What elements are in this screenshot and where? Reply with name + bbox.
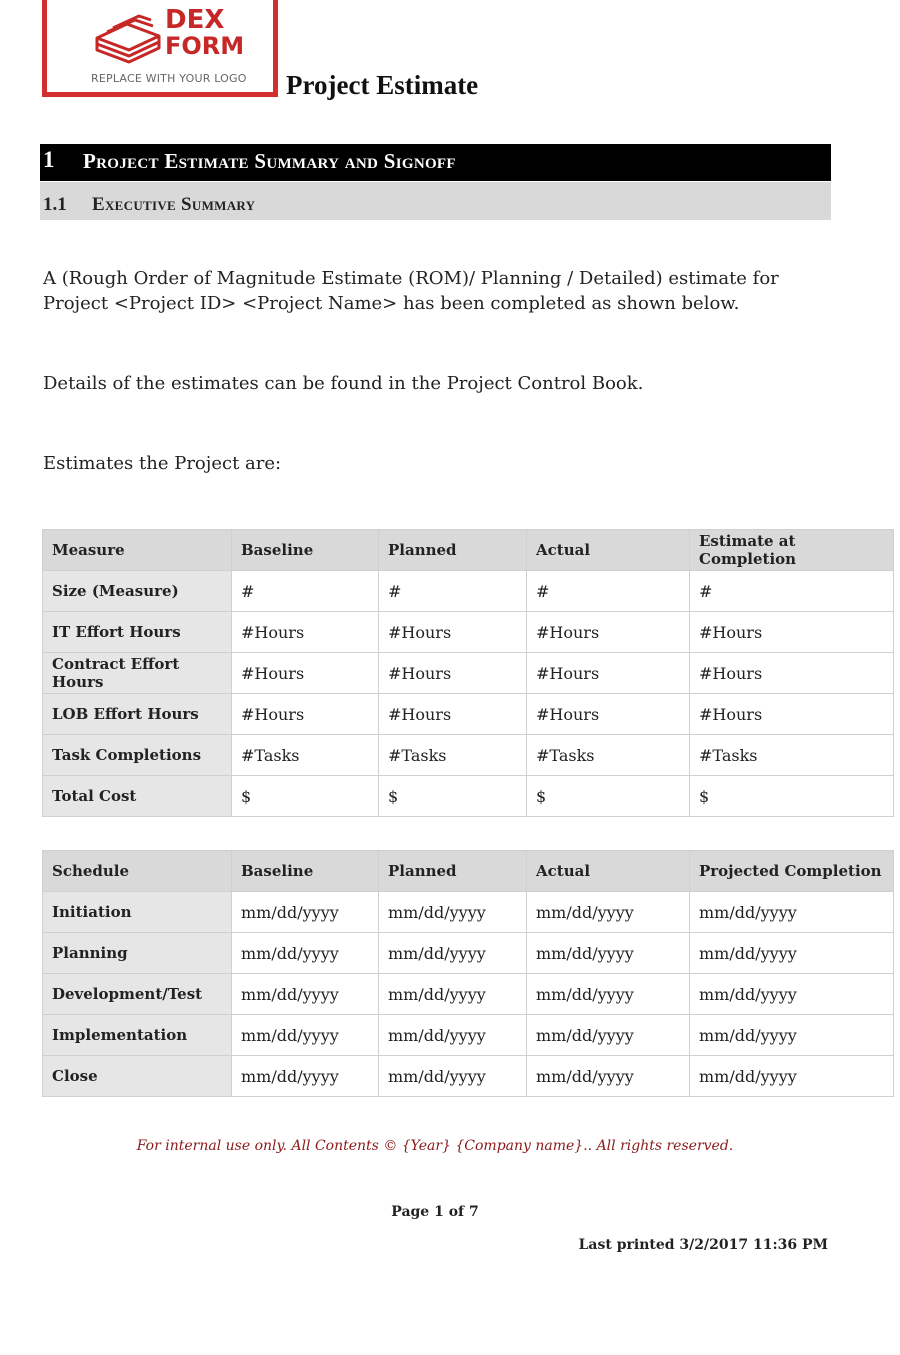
section-heading-1 <box>40 144 831 181</box>
section-heading-1-1 <box>40 182 831 220</box>
table-row <box>43 612 894 653</box>
header-cell: Estimate at Completion <box>690 530 894 571</box>
table-cell: mm/dd/yyyy <box>527 1056 690 1097</box>
page-number: Page 1 of 7 <box>391 1204 479 1220</box>
table-cell: $ <box>527 776 690 817</box>
measures-table <box>42 529 894 817</box>
table-cell: #Tasks <box>379 735 527 776</box>
header-cell: Baseline <box>232 851 379 892</box>
table-cell: #Tasks <box>690 735 894 776</box>
table-cell: mm/dd/yyyy <box>690 974 894 1015</box>
copyright-note: For internal use only. All Contents © {Year} {Company name}.. All rights reserved. <box>136 1138 734 1154</box>
company-logo <box>42 0 278 97</box>
row-label: Total Cost <box>43 776 232 817</box>
table-row <box>43 571 894 612</box>
table-header-row <box>43 530 894 571</box>
table-row <box>43 974 894 1015</box>
table-cell: mm/dd/yyyy <box>232 892 379 933</box>
table-cell: mm/dd/yyyy <box>379 974 527 1015</box>
header-cell: Baseline <box>232 530 379 571</box>
table-cell: mm/dd/yyyy <box>527 892 690 933</box>
row-label: Implementation <box>43 1015 232 1056</box>
document-title: Project Estimate <box>286 70 479 100</box>
table-cell: mm/dd/yyyy <box>232 1056 379 1097</box>
table-cell: $ <box>379 776 527 817</box>
table-cell: # <box>527 571 690 612</box>
table-cell: mm/dd/yyyy <box>232 974 379 1015</box>
table-row <box>43 776 894 817</box>
row-label: Size (Measure) <box>43 571 232 612</box>
row-label: Initiation <box>43 892 232 933</box>
estimates-paragraph: Estimates the Project are: <box>43 453 282 474</box>
header-cell: Actual <box>527 851 690 892</box>
table-cell: mm/dd/yyyy <box>379 933 527 974</box>
table-cell: #Hours <box>527 694 690 735</box>
table-cell: #Hours <box>232 653 379 694</box>
section-number: 1 <box>43 147 55 172</box>
table-cell: #Hours <box>527 653 690 694</box>
table-cell: #Hours <box>690 694 894 735</box>
row-label: Development/Test <box>43 974 232 1015</box>
table-cell: # <box>379 571 527 612</box>
header-cell: Planned <box>379 530 527 571</box>
table-cell: mm/dd/yyyy <box>527 974 690 1015</box>
table-cell: mm/dd/yyyy <box>232 1015 379 1056</box>
table-cell: #Hours <box>379 653 527 694</box>
header-cell: Actual <box>527 530 690 571</box>
table-row <box>43 1056 894 1097</box>
table-cell: # <box>690 571 894 612</box>
table-cell: mm/dd/yyyy <box>690 1056 894 1097</box>
table-row <box>43 1015 894 1056</box>
table-cell: #Hours <box>232 694 379 735</box>
row-label: IT Effort Hours <box>43 612 232 653</box>
table-row <box>43 933 894 974</box>
details-paragraph: Details of the estimates can be found in the Project Control Book. <box>43 373 644 394</box>
logo-line2: FORM <box>165 32 245 60</box>
table-cell: # <box>232 571 379 612</box>
row-label: Planning <box>43 933 232 974</box>
intro-paragraph: A (Rough Order of Magnitude Estimate (ROM)/ Planning / Detailed) estimate for Project <Project ID> <Project Name> has been completed as shown below. <box>43 268 779 314</box>
header-cell: Planned <box>379 851 527 892</box>
table-row <box>43 694 894 735</box>
table-header-row <box>43 851 894 892</box>
table-cell: #Hours <box>232 612 379 653</box>
paper-stack-icon <box>91 8 165 64</box>
table-cell: mm/dd/yyyy <box>690 1015 894 1056</box>
table-cell: #Hours <box>379 612 527 653</box>
table-cell: $ <box>232 776 379 817</box>
table-cell: mm/dd/yyyy <box>379 1056 527 1097</box>
table-cell: mm/dd/yyyy <box>379 1015 527 1056</box>
table-cell: #Hours <box>690 653 894 694</box>
table-cell: $ <box>690 776 894 817</box>
logo-line1: DEX <box>165 5 225 35</box>
table-cell: #Hours <box>527 612 690 653</box>
subsection-title: Executive Summary <box>92 194 256 215</box>
table-row <box>43 735 894 776</box>
table-row <box>43 653 894 694</box>
header-cell: Projected Completion <box>690 851 894 892</box>
row-label: Contract Effort Hours <box>43 653 232 694</box>
table-cell: mm/dd/yyyy <box>690 892 894 933</box>
table-row <box>43 892 894 933</box>
header-cell: Schedule <box>43 851 232 892</box>
subsection-number: 1.1 <box>43 194 67 215</box>
table-cell: #Tasks <box>232 735 379 776</box>
schedule-table <box>42 850 894 1097</box>
logo-tagline: REPLACE WITH YOUR LOGO <box>91 72 247 85</box>
table-cell: #Hours <box>379 694 527 735</box>
row-label: Task Completions <box>43 735 232 776</box>
logo-wordmark <box>165 6 244 60</box>
table-cell: mm/dd/yyyy <box>690 933 894 974</box>
table-cell: mm/dd/yyyy <box>527 933 690 974</box>
table-cell: mm/dd/yyyy <box>232 933 379 974</box>
last-printed: Last printed 3/2/2017 11:36 PM <box>578 1237 828 1253</box>
header-cell: Measure <box>43 530 232 571</box>
row-label: LOB Effort Hours <box>43 694 232 735</box>
table-cell: #Tasks <box>527 735 690 776</box>
table-cell: mm/dd/yyyy <box>379 892 527 933</box>
section-title: Project Estimate Summary and Signoff <box>83 149 456 173</box>
row-label: Close <box>43 1056 232 1097</box>
table-cell: mm/dd/yyyy <box>527 1015 690 1056</box>
table-cell: #Hours <box>690 612 894 653</box>
